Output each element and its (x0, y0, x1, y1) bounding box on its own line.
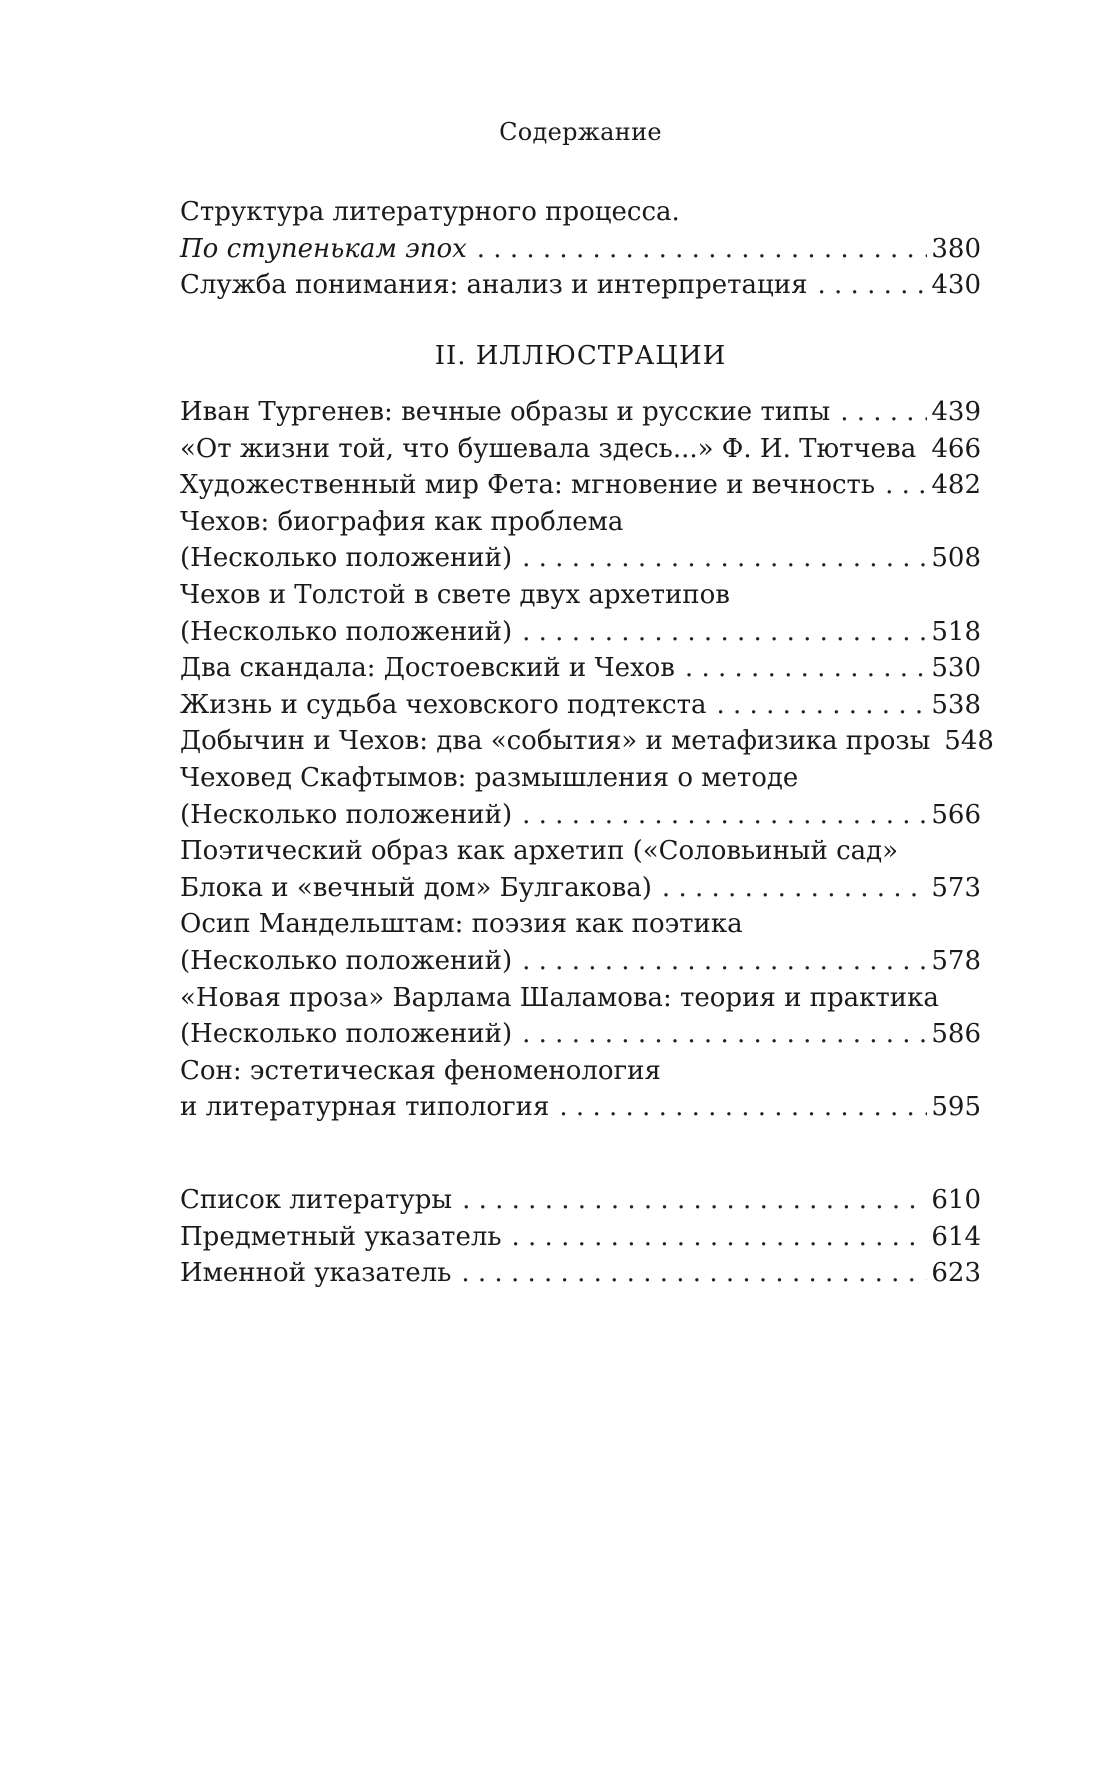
toc-back-block (180, 1182, 981, 1292)
toc-page-number: 508 (931, 543, 981, 574)
toc-entry-last-line (180, 650, 981, 687)
toc-entry-last-line (180, 431, 981, 468)
dot-leader (477, 231, 928, 268)
toc-page-number: 430 (931, 270, 981, 301)
dot-leader (717, 687, 928, 724)
toc-entry-last-line (180, 687, 981, 724)
toc-entry-title-line: Структура литературного процесса. (180, 197, 680, 227)
dot-leader (559, 1089, 927, 1126)
toc-page-number: 538 (931, 689, 981, 720)
toc-entry-title-line: Чехов: биография как проблема (180, 506, 624, 537)
toc-page-number: 380 (931, 233, 981, 264)
toc-entry-last-line (180, 540, 981, 577)
section-title: II. ИЛЛЮСТРАЦИИ (434, 341, 727, 371)
toc-page-number: 586 (931, 1019, 981, 1050)
toc-entry-title: (Несколько положений) (180, 945, 513, 976)
toc-page-number: 466 (931, 433, 981, 464)
toc-page-number: 482 (931, 470, 981, 501)
toc-page-number: 439 (931, 397, 981, 427)
toc-entry-title-line: Сон: эстетическая феноменология (180, 1055, 661, 1086)
dot-leader (522, 1016, 927, 1053)
toc-entry[interactable] (180, 394, 981, 431)
toc-entry[interactable] (180, 723, 994, 760)
toc-entry[interactable] (180, 504, 981, 577)
dot-leader (522, 614, 927, 651)
toc-entry[interactable] (180, 650, 981, 687)
toc-entry-last-line (180, 723, 994, 760)
toc-top-block (180, 194, 981, 304)
dot-leader (461, 1255, 927, 1292)
dot-leader (522, 943, 927, 980)
toc-entry-title: Иван Тургенев: вечные образы и русские типы (180, 397, 831, 427)
toc-page-number: 530 (931, 653, 981, 684)
toc-entry-last-line (180, 797, 981, 834)
dot-leader (462, 1182, 927, 1219)
toc-entry-title-line: Поэтический образ как архетип («Соловьиный сад» (180, 836, 899, 867)
dot-leader (840, 394, 927, 431)
toc-entry[interactable] (180, 431, 981, 468)
toc-entry-last-line (180, 267, 981, 304)
toc-entry-last-line (180, 1089, 981, 1126)
toc-entry-title: (Несколько положений) (180, 1019, 513, 1050)
toc-entry[interactable] (180, 1219, 981, 1256)
toc-entry-last-line (180, 1182, 981, 1219)
toc-page-number: 518 (931, 616, 981, 647)
toc-entry[interactable] (180, 687, 981, 724)
toc-entry-title: (Несколько положений) (180, 799, 513, 830)
toc-entry-last-line (180, 943, 981, 980)
toc-entry-title-line: «Новая проза» Варлама Шаламова: теория и практика (180, 982, 939, 1013)
toc-entry-title: Блока и «вечный дом» Булгакова) (180, 872, 652, 903)
dot-leader (512, 1219, 928, 1256)
dot-leader (522, 540, 927, 577)
toc-page-number: 573 (931, 872, 981, 903)
toc-entry[interactable] (180, 1255, 981, 1292)
toc-entry-title: Предметный указатель (180, 1221, 502, 1252)
dot-leader (685, 650, 927, 687)
toc-entry-title-line: Чехов и Толстой в свете двух архетипов (180, 579, 730, 610)
dot-leader (662, 870, 927, 907)
toc-entry-title-line: Чеховед Скафтымов: размышления о методе (180, 762, 799, 793)
toc-entry-title: «От жизни той, что бушевала здесь...» Ф. И. Тютчева (180, 433, 917, 464)
toc-entry-title: Художественный мир Фета: мгновение и вечность (180, 470, 876, 501)
toc-page-number: 566 (931, 799, 981, 830)
toc-page-number: 595 (931, 1092, 981, 1123)
toc-entry[interactable] (180, 833, 981, 906)
toc-entry-title: Два скандала: Достоевский и Чехов (180, 653, 675, 684)
toc-entry[interactable] (180, 467, 981, 504)
dot-leader (817, 267, 927, 304)
toc-page-number: 548 (944, 726, 994, 757)
toc-entry-title: Служба понимания: анализ и интерпретация (180, 270, 808, 301)
toc-entry-title: Именной указатель (180, 1258, 452, 1289)
toc-section-block (180, 394, 994, 1126)
toc-entry-title-line: Осип Мандельштам: поэзия как поэтика (180, 909, 743, 940)
dot-leader (522, 797, 927, 834)
toc-entry[interactable] (180, 980, 981, 1053)
toc-entry-last-line (180, 394, 981, 431)
toc-entry[interactable] (180, 267, 981, 304)
toc-entry[interactable] (180, 577, 981, 650)
toc-entry[interactable] (180, 194, 981, 267)
toc-entry-title: (Несколько положений) (180, 616, 513, 647)
toc-entry[interactable] (180, 760, 981, 833)
toc-entry-last-line (180, 1219, 981, 1256)
toc-page-number: 610 (931, 1185, 981, 1215)
toc-entry-last-line (180, 870, 981, 907)
toc-entry[interactable] (180, 1053, 981, 1126)
toc-entry-last-line (180, 467, 981, 504)
toc-entry-last-line (180, 1255, 981, 1292)
toc-entry-last-line (180, 231, 981, 268)
toc-entry[interactable] (180, 906, 981, 979)
toc-page-number: 614 (931, 1221, 981, 1252)
toc-entry[interactable] (180, 1182, 981, 1219)
toc-entry-last-line (180, 1016, 981, 1053)
dot-leader (885, 467, 927, 504)
toc-entry-title: и литературная типология (180, 1092, 550, 1123)
toc-page-number: 578 (931, 945, 981, 976)
toc-entry-title: Добычин и Чехов: два «события» и метафизика прозы (180, 726, 931, 757)
toc-entry-title: По ступенькам эпох (180, 233, 467, 264)
toc-page-number: 623 (931, 1258, 981, 1289)
running-head: Содержание (499, 118, 662, 146)
toc-entry-title: (Несколько положений) (180, 543, 513, 574)
toc-entry-title: Список литературы (180, 1185, 453, 1215)
toc-entry-title: Жизнь и судьба чеховского подтекста (180, 689, 707, 720)
toc-entry-last-line (180, 614, 981, 651)
